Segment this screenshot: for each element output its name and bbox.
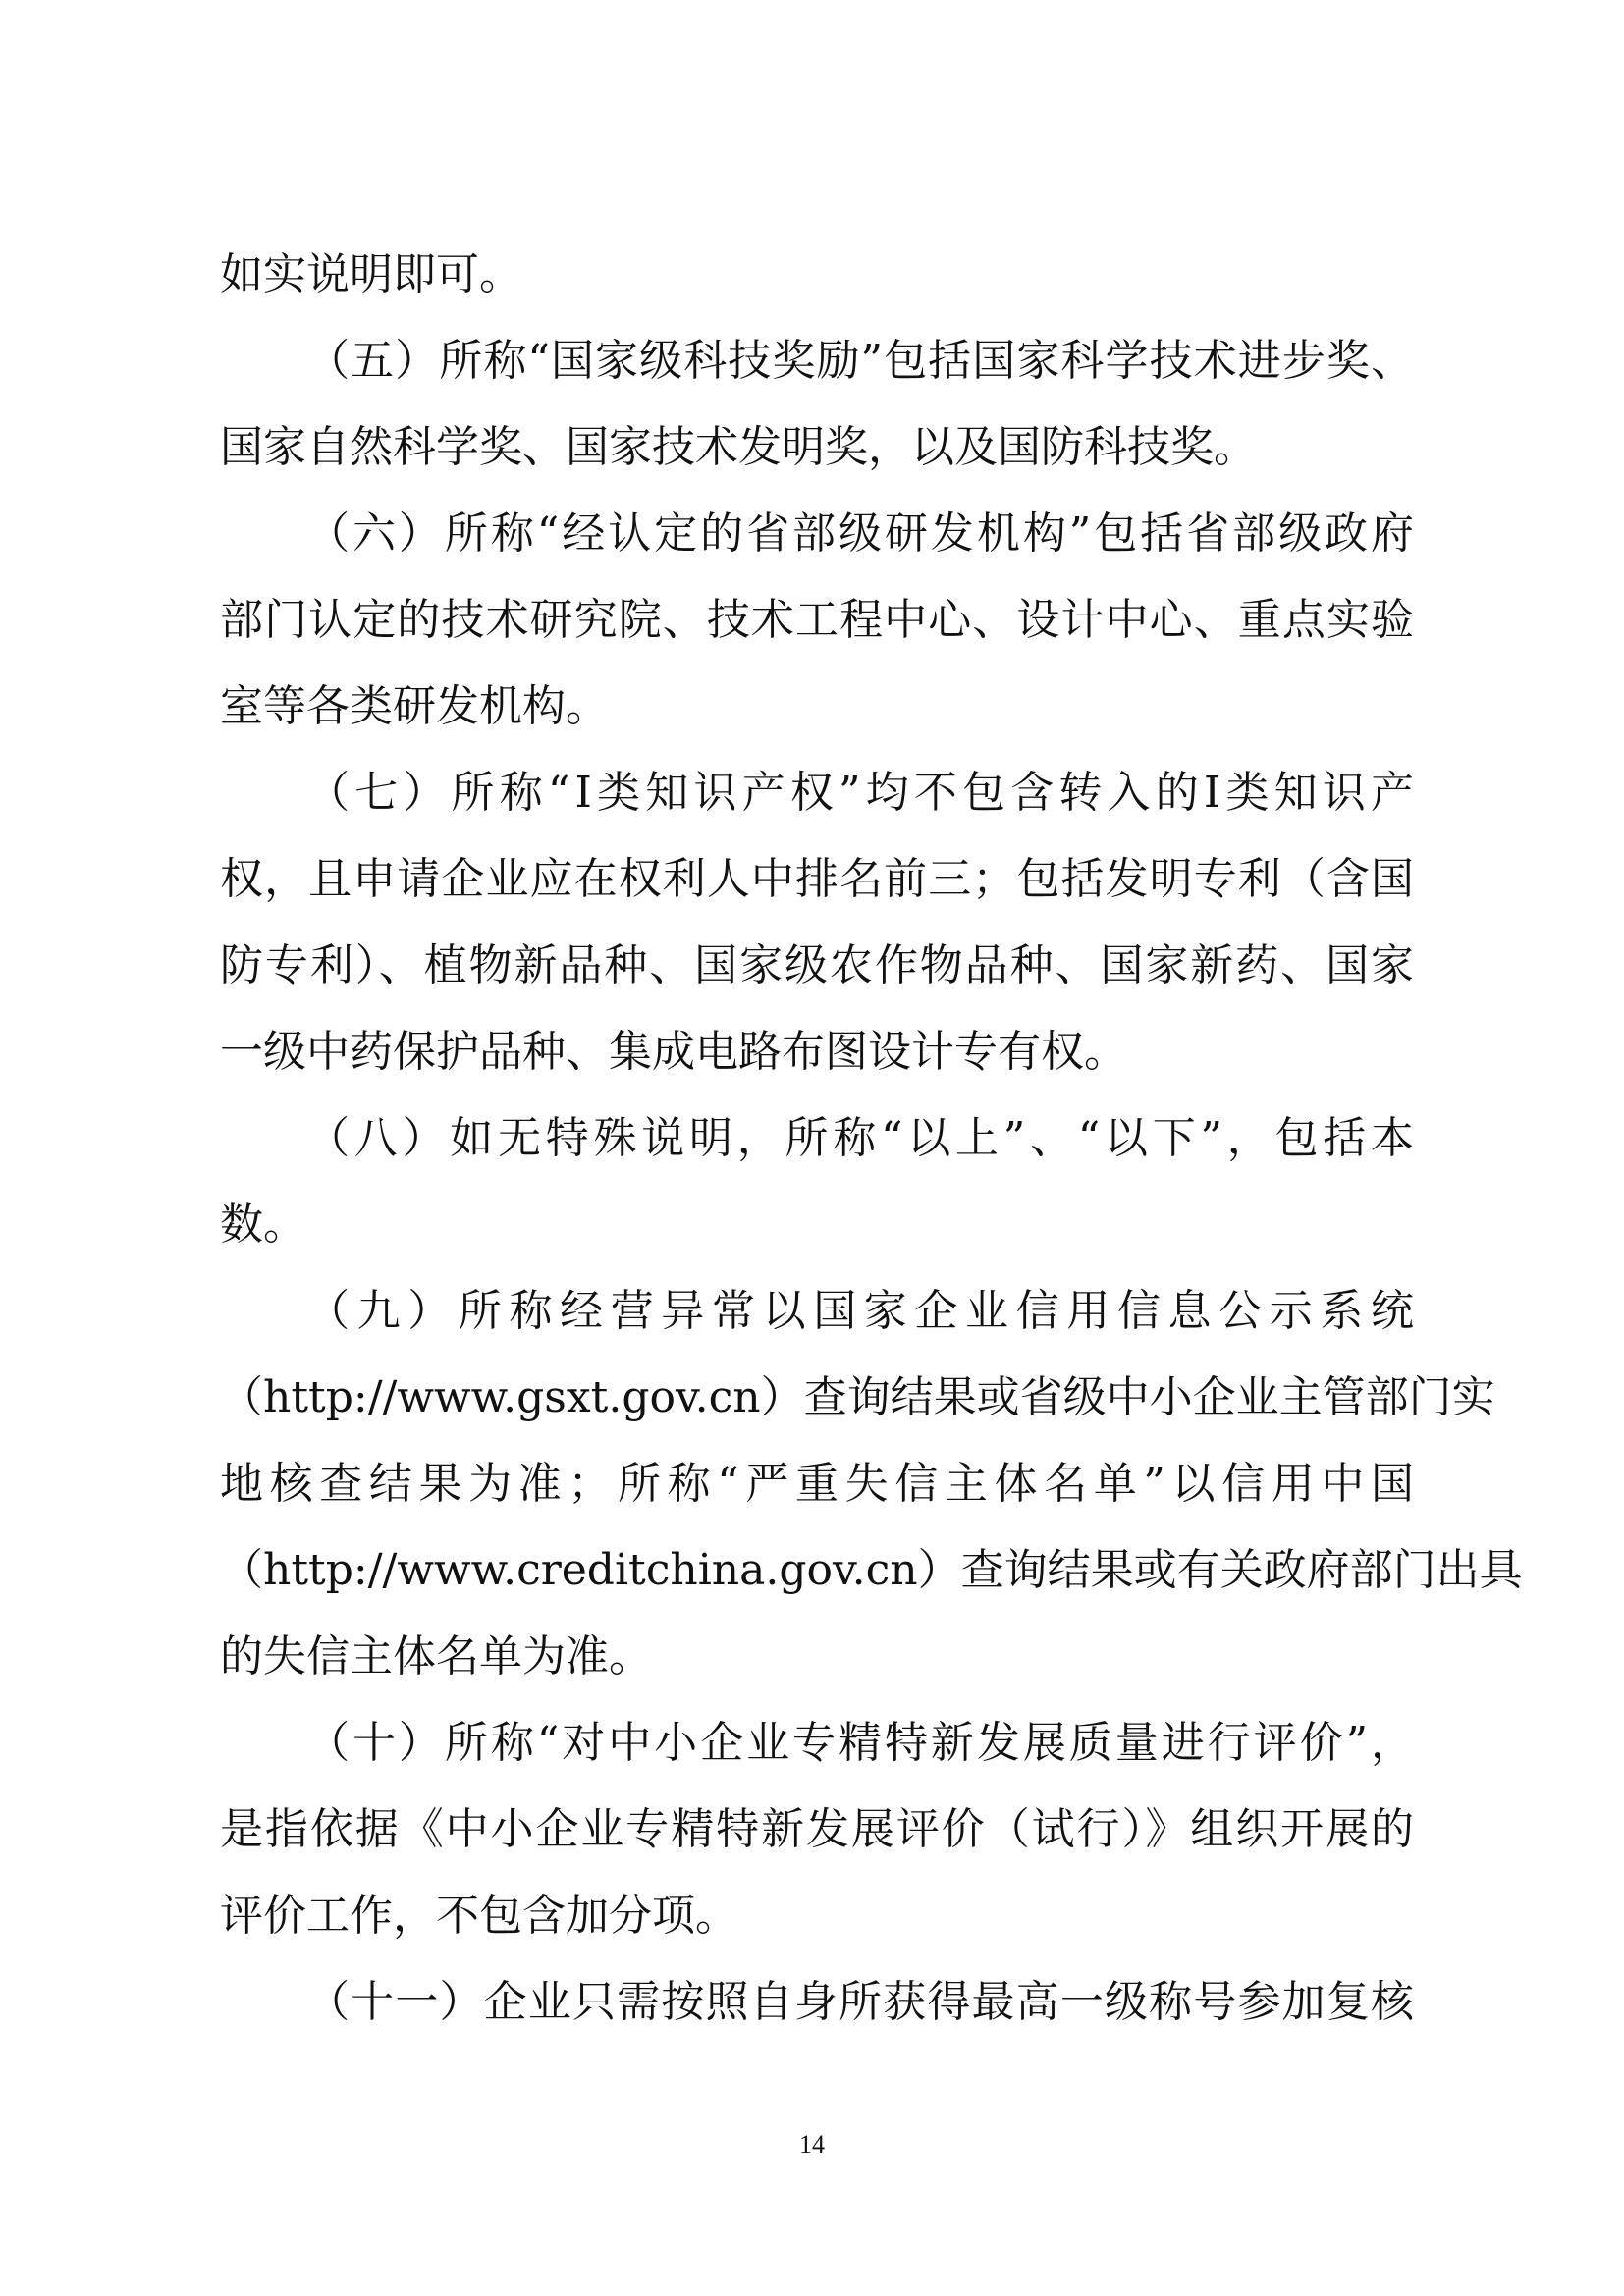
text-line: 室等各类研发机构。 bbox=[220, 681, 609, 731]
text-line: 是指依据《中小企业专精特新发展评价（试行）》组织开展的 bbox=[220, 1804, 1414, 1854]
text-line: （九）所称经营异常以国家企业信用信息公示系统 bbox=[306, 1286, 1414, 1336]
text-line: 数。 bbox=[220, 1200, 306, 1250]
text-line: 如实说明即可。 bbox=[220, 249, 522, 299]
text-line: （十一）企业只需按照自身所获得最高一级称号参加复核 bbox=[306, 1977, 1414, 2027]
text-line: （八）如无特殊说明，所称“以上”、“以下”，包括本 bbox=[306, 1113, 1414, 1163]
text-line: 一级中药保护品种、集成电路布图设计专有权。 bbox=[220, 1027, 1127, 1077]
text-line: 部门认定的技术研究院、技术工程中心、设计中心、重点实验 bbox=[220, 595, 1414, 645]
text-line: （十）所称“对中小企业专精特新发展质量进行评价”， bbox=[306, 1718, 1414, 1768]
text-line: （七）所称“Ⅰ类知识产权”均不包含转入的Ⅰ类知识产 bbox=[306, 768, 1414, 818]
text-line: 评价工作，不包含加分项。 bbox=[220, 1891, 738, 1941]
text-line: （http://www.creditchina.gov.cn）查询结果或有关政府部门出具 bbox=[220, 1545, 1523, 1595]
text-line: 地核查结果为准；所称“严重失信主体名单”以信用中国 bbox=[220, 1459, 1414, 1509]
text-line: 的失信主体名单为准。 bbox=[220, 1631, 652, 1682]
text-line: 防专利）、植物新品种、国家级农作物品种、国家新药、国家 bbox=[220, 940, 1414, 990]
text-line: （六）所称“经认定的省部级研发机构”包括省部级政府 bbox=[306, 508, 1414, 559]
text-line: （http://www.gsxt.gov.cn）查询结果或省级中小企业主管部门实 bbox=[220, 1372, 1495, 1422]
page-number: 14 bbox=[799, 2130, 825, 2159]
text-line: 国家自然科学奖、国家技术发明奖，以及国防科技奖。 bbox=[220, 422, 1257, 472]
text-line: 权，且申请企业应在权利人中排名前三；包括发明专利（含国 bbox=[220, 854, 1414, 904]
text-line: （五）所称“国家级科技奖励”包括国家科学技术进步奖、 bbox=[306, 336, 1414, 386]
